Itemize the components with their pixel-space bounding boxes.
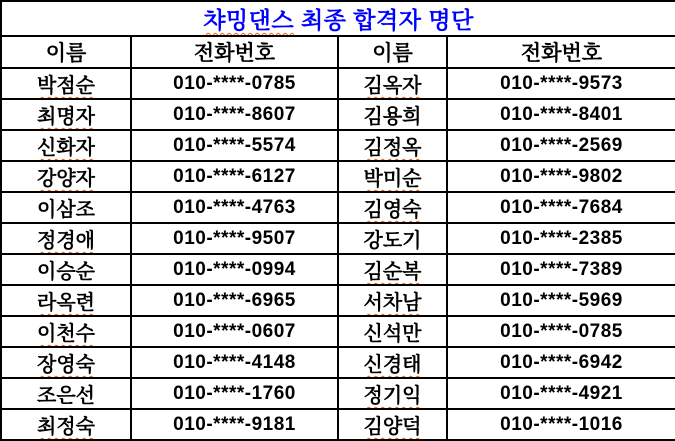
header-row	[1, 36, 675, 68]
table-row	[1, 378, 675, 409]
phone-cell-right	[447, 254, 675, 285]
phone-cell-right	[447, 409, 675, 440]
phone-cell-right	[447, 130, 675, 161]
person-name: 이삼조	[37, 199, 95, 221]
phone-number: 010-****-9573	[500, 72, 623, 94]
name-cell-left	[1, 378, 131, 409]
phone-cell-left	[131, 378, 338, 409]
phone-cell-right	[447, 223, 675, 254]
phone-number: 010-****-1760	[173, 382, 296, 404]
phone-cell-right	[447, 347, 675, 378]
header-name-left: 이름	[1, 36, 131, 68]
header-name-right: 이름	[338, 36, 447, 68]
name-cell-left	[1, 161, 131, 192]
phone-number: 010-****-0785	[500, 320, 623, 342]
phone-cell-right	[447, 161, 675, 192]
phone-number: 010-****-7389	[500, 258, 623, 280]
person-name: 김용희	[363, 106, 422, 128]
phone-number: 010-****-4148	[173, 351, 296, 373]
person-name: 정경애	[37, 230, 95, 252]
person-name: 박점순	[37, 75, 95, 97]
phone-cell-left	[131, 161, 338, 192]
table-row	[1, 99, 675, 130]
phone-number: 010-****-5574	[173, 134, 296, 156]
phone-cell-right	[447, 378, 675, 409]
phone-number: 010-****-2569	[500, 134, 623, 156]
title-rest-text: 최종 합격자 명단	[294, 7, 474, 33]
table-row	[1, 192, 675, 223]
person-name: 신석만	[363, 323, 422, 345]
phone-number: 010-****-7684	[500, 196, 623, 218]
person-name: 서차남	[363, 292, 422, 314]
header-phone-right: 전화번호	[447, 36, 675, 68]
table-row	[1, 68, 675, 99]
phone-number: 010-****-8607	[173, 103, 296, 125]
table-title	[1, 1, 675, 36]
person-name: 이승순	[37, 261, 95, 283]
phone-cell-right	[447, 192, 675, 223]
name-cell-left	[1, 68, 131, 99]
table-row	[1, 316, 675, 347]
phone-number: 010-****-0607	[173, 320, 296, 342]
person-name: 신화자	[37, 137, 95, 159]
name-cell-left	[1, 192, 131, 223]
table-row	[1, 347, 675, 378]
name-cell-right	[338, 254, 447, 285]
phone-number: 010-****-6127	[173, 165, 296, 187]
phone-number: 010-****-8401	[500, 103, 623, 125]
phone-number: 010-****-6942	[500, 351, 623, 373]
person-name: 강도기	[363, 230, 422, 252]
person-name: 조은선	[37, 385, 95, 407]
table-row	[1, 130, 675, 161]
phone-cell-left	[131, 347, 338, 378]
phone-cell-left	[131, 68, 338, 99]
table-row	[1, 409, 675, 440]
name-cell-left	[1, 285, 131, 316]
person-name: 박미순	[363, 168, 422, 190]
person-name: 신경태	[363, 354, 422, 376]
name-cell-left	[1, 223, 131, 254]
header-phone-left: 전화번호	[131, 36, 338, 68]
phone-cell-right	[447, 99, 675, 130]
phone-cell-right	[447, 316, 675, 347]
person-name: 김양덕	[363, 416, 422, 438]
phone-cell-left	[131, 130, 338, 161]
phone-number: 010-****-4763	[173, 196, 296, 218]
name-cell-left	[1, 409, 131, 440]
name-cell-right	[338, 316, 447, 347]
person-name: 정기익	[363, 385, 422, 407]
name-cell-left	[1, 130, 131, 161]
name-cell-right	[338, 347, 447, 378]
name-cell-right	[338, 99, 447, 130]
phone-number: 010-****-1016	[500, 413, 623, 435]
person-name: 장영숙	[37, 354, 95, 376]
person-name: 강양자	[37, 168, 95, 190]
person-name: 김영숙	[363, 199, 422, 221]
person-name: 김옥자	[363, 75, 422, 97]
phone-cell-left	[131, 192, 338, 223]
person-name: 김정옥	[363, 137, 422, 159]
table-row	[1, 161, 675, 192]
person-name: 최정숙	[37, 416, 95, 438]
name-cell-left	[1, 99, 131, 130]
name-cell-left	[1, 347, 131, 378]
name-cell-right	[338, 192, 447, 223]
phone-number: 010-****-9181	[173, 413, 296, 435]
phone-cell-left	[131, 409, 338, 440]
phone-cell-left	[131, 316, 338, 347]
phone-number: 010-****-4921	[500, 382, 623, 404]
phone-cell-left	[131, 99, 338, 130]
person-name: 최명자	[37, 106, 95, 128]
phone-cell-left	[131, 285, 338, 316]
name-cell-right	[338, 378, 447, 409]
phone-number: 010-****-6965	[173, 289, 296, 311]
person-name: 김순복	[363, 261, 422, 283]
name-cell-right	[338, 223, 447, 254]
title-underlined-word: 챠밍댄스	[203, 7, 295, 33]
phone-number: 010-****-9802	[500, 165, 623, 187]
phone-cell-left	[131, 254, 338, 285]
phone-cell-left	[131, 223, 338, 254]
person-name: 이천수	[37, 323, 95, 345]
title-row	[1, 1, 675, 36]
name-cell-right	[338, 409, 447, 440]
phone-number: 010-****-5969	[500, 289, 623, 311]
person-name: 라옥련	[37, 292, 95, 314]
phone-cell-right	[447, 285, 675, 316]
name-cell-right	[338, 68, 447, 99]
phone-number: 010-****-2385	[500, 227, 623, 249]
name-cell-right	[338, 161, 447, 192]
phone-number: 010-****-0785	[173, 72, 296, 94]
table-row	[1, 285, 675, 316]
name-cell-right	[338, 130, 447, 161]
name-cell-right	[338, 285, 447, 316]
phone-number: 010-****-0994	[173, 258, 296, 280]
table-row	[1, 223, 675, 254]
name-cell-left	[1, 316, 131, 347]
table-row	[1, 254, 675, 285]
name-cell-left	[1, 254, 131, 285]
phone-cell-right	[447, 68, 675, 99]
phone-number: 010-****-9507	[173, 227, 296, 249]
